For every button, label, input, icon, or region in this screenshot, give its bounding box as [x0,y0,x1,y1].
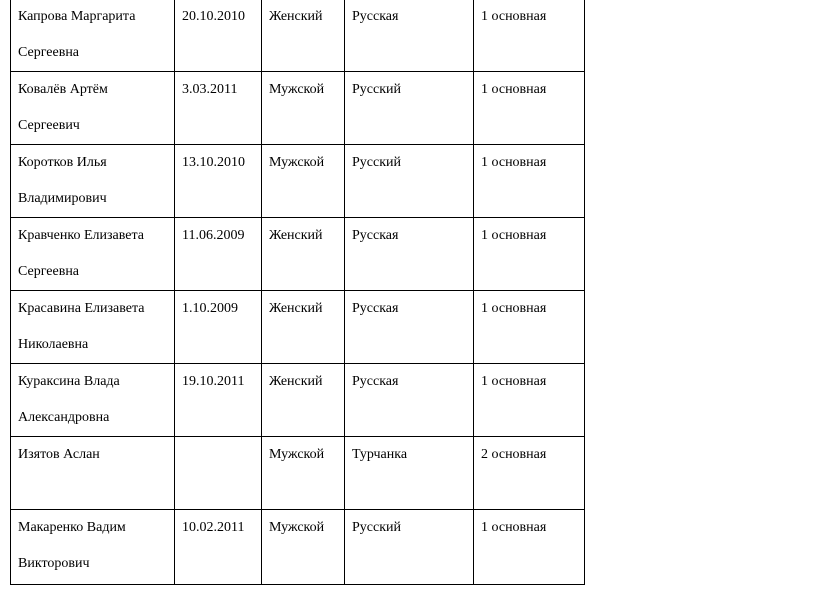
birthdate-cell: 11.06.2009 [175,218,262,291]
nationality-cell: Русский [345,510,474,585]
nationality-cell: Русский [345,72,474,145]
nationality-cell: Русская [345,218,474,291]
sex-cell: Женский [262,291,345,364]
name-cell [11,291,175,364]
name-cell [11,0,175,72]
name-line-2: Николаевна [18,337,89,352]
name-line-2: Владимирович [18,191,107,206]
sex-cell: Мужской [262,437,345,510]
health-group-cell: 1 основная [474,510,585,585]
table-row [11,0,585,72]
table-row [11,364,585,437]
birthdate-cell: 20.10.2010 [175,0,262,72]
birthdate-cell: 1.10.2009 [175,291,262,364]
health-group-cell: 1 основная [474,364,585,437]
table-row [11,510,585,585]
health-group-cell: 1 основная [474,0,585,72]
sex-cell: Мужской [262,510,345,585]
name-line-1: Капрова Маргарита [18,9,136,24]
name-cell [11,437,175,510]
health-group-cell: 1 основная [474,72,585,145]
name-cell [11,145,175,218]
birthdate-cell: 3.03.2011 [175,72,262,145]
health-group-cell: 1 основная [474,291,585,364]
name-line-1: Красавина Елизавета [18,301,145,316]
name-line-1: Ковалёв Артём [18,82,108,97]
sex-cell: Женский [262,364,345,437]
name-line-2: Сергеевна [18,45,80,60]
birthdate-cell: 10.02.2011 [175,510,262,585]
name-line-2: Сергеевич [18,118,80,133]
name-cell [11,510,175,585]
sex-cell: Мужской [262,145,345,218]
table-row [11,145,585,218]
name-line-2: Сергеевна [18,264,80,279]
name-line-2: Викторович [18,556,90,571]
nationality-cell: Русская [345,291,474,364]
birthdate-cell: 13.10.2010 [175,145,262,218]
health-group-cell: 1 основная [474,145,585,218]
name-line-1: Кравченко Елизавета [18,228,144,243]
name-cell [11,72,175,145]
nationality-cell: Русская [345,364,474,437]
sex-cell: Женский [262,0,345,72]
students-table [10,0,585,585]
sex-cell: Женский [262,218,345,291]
birthdate-cell [175,437,262,510]
name-line-1: Коротков Илья [18,155,107,170]
name-line-1: Макаренко Вадим [18,520,126,535]
nationality-cell: Русский [345,145,474,218]
name-line-1: Изятов Аслан [18,447,100,462]
name-cell [11,218,175,291]
table-row [11,218,585,291]
health-group-cell: 2 основная [474,437,585,510]
birthdate-cell: 19.10.2011 [175,364,262,437]
sex-cell: Мужской [262,72,345,145]
table-row [11,291,585,364]
health-group-cell: 1 основная [474,218,585,291]
nationality-cell: Русская [345,0,474,72]
table-row [11,72,585,145]
table-row [11,437,585,510]
name-line-1: Кураксина Влада [18,374,120,389]
nationality-cell: Турчанка [345,437,474,510]
name-cell [11,364,175,437]
name-line-2: Александровна [18,410,110,425]
